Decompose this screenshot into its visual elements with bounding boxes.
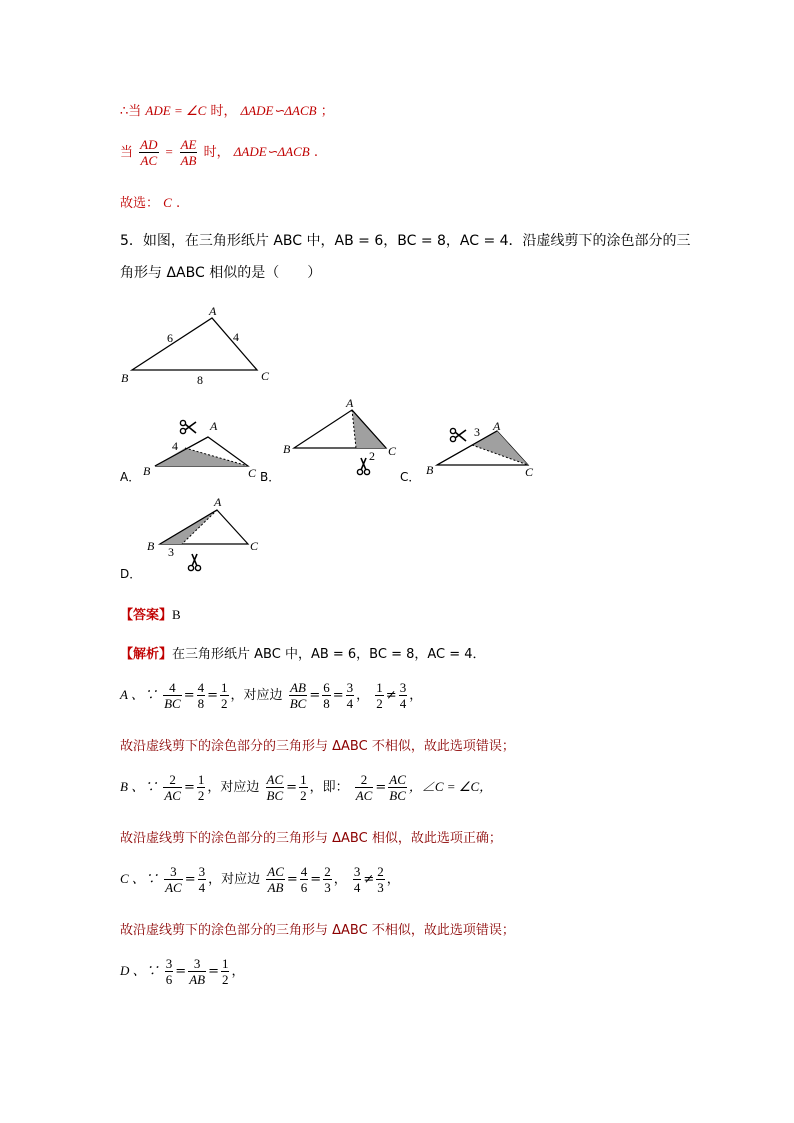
frac-den: 3 bbox=[377, 880, 384, 895]
fraction bbox=[376, 864, 385, 895]
frac-den: AC bbox=[164, 788, 181, 803]
fraction bbox=[221, 956, 230, 987]
equals-sign: = bbox=[164, 144, 174, 159]
analysis-a-end: ， bbox=[409, 688, 423, 703]
analysis-a-label: A 、∵ bbox=[120, 687, 157, 702]
line1-expr: ADE = ∠C bbox=[145, 103, 207, 118]
option-a-shaded-region bbox=[155, 448, 248, 466]
line-choose bbox=[120, 192, 180, 211]
frac-den: BC bbox=[389, 788, 406, 803]
not-equal-sign: ≠ bbox=[385, 688, 397, 703]
frac-den: 6 bbox=[300, 880, 308, 895]
line-condition-ratio bbox=[120, 137, 318, 168]
conclusion-b: 故沿虚线剪下的涂色部分的三角形与 ΔABC 相似，故此选项正确； bbox=[120, 831, 502, 846]
fraction bbox=[188, 956, 206, 987]
fraction bbox=[388, 772, 407, 803]
frac-den: AC bbox=[140, 153, 158, 168]
frac-den: AB bbox=[180, 153, 197, 168]
fraction bbox=[399, 680, 408, 711]
fraction-ad-ac bbox=[139, 137, 158, 168]
line1-end: ； bbox=[320, 104, 334, 119]
frac-den: AC bbox=[165, 880, 182, 895]
analysis-a-formula: A 、∵ $\frac{4}{BC}$ = $\frac{4}{8}$ = $\frac{1}{2}$ ，对应边 $\frac{AB}{BC}$ = $\frac{6}{8}$ = $\frac{3}{4}$ ， $\frac{1}{2}$ ≠ $\frac{3}{4}$ ， bbox=[120, 680, 423, 711]
fraction bbox=[375, 680, 384, 711]
scissors-icon bbox=[357, 458, 369, 475]
frac-num: 1 bbox=[300, 772, 307, 787]
scissors-icon bbox=[180, 420, 196, 433]
choose-end: . bbox=[175, 196, 181, 211]
fraction bbox=[198, 864, 207, 895]
frac-num: 4 bbox=[163, 680, 182, 696]
analysis-c-mid: ，对应边 bbox=[208, 872, 261, 887]
question-5-line2: 角形与 ΔABC 相似的是（ ） bbox=[120, 265, 322, 281]
analysis-b-mid2: ，即： bbox=[309, 780, 349, 795]
vertex-b-label: B bbox=[121, 371, 129, 385]
answer-line bbox=[120, 604, 181, 623]
option-a-label[interactable]: A． bbox=[120, 470, 141, 484]
scissors-icon bbox=[188, 554, 200, 571]
fraction bbox=[300, 864, 309, 895]
option-c-vertex-b: B bbox=[426, 463, 434, 477]
line2-result: ΔADE∽ΔACB bbox=[233, 144, 310, 159]
analysis-c-label: C 、∵ bbox=[120, 871, 158, 886]
analysis-d-label: D 、∵ bbox=[120, 963, 159, 978]
analysis-d-end: ， bbox=[231, 964, 245, 979]
line-condition-angle bbox=[120, 100, 334, 119]
analysis-a-mid: ，对应边 bbox=[230, 688, 283, 703]
option-d-vertex-b: B bbox=[147, 539, 155, 553]
analysis-b-label: B 、∵ bbox=[120, 779, 158, 794]
frac-den: 3 bbox=[324, 880, 331, 895]
fraction bbox=[323, 864, 332, 895]
line1-mid: 时， bbox=[210, 104, 237, 119]
fraction-ae-ab bbox=[180, 137, 198, 168]
line1-prefix: ∴当 bbox=[120, 104, 142, 119]
triangle-outline bbox=[132, 318, 257, 370]
choose-value: C bbox=[163, 195, 172, 210]
frac-den: 4 bbox=[353, 880, 361, 895]
analysis-b-formula: B 、∵ $\frac{2}{AC}$ = $\frac{1}{2}$ ，对应边 $\frac{AC}{BC}$ = $\frac{1}{2}$ ，即： $\frac{2}{AC}$ = $\frac{AC}{BC}$ ，∠C = ∠C， bbox=[120, 772, 493, 803]
option-d-length: 3 bbox=[168, 545, 174, 559]
frac-num: 3 bbox=[399, 680, 407, 695]
analysis-d-formula: D 、∵ $\frac{3}{6}$ = $\frac{3}{AB}$ = $\frac{1}{2}$ ， bbox=[120, 956, 245, 987]
fraction bbox=[165, 956, 174, 987]
option-c-vertex-a: A bbox=[493, 419, 501, 433]
fraction bbox=[164, 864, 183, 895]
fraction bbox=[322, 680, 331, 711]
frac-num: 1 bbox=[197, 772, 205, 787]
frac-den: 4 bbox=[346, 696, 354, 711]
frac-den: 8 bbox=[323, 696, 330, 711]
option-d-edge bbox=[160, 510, 217, 544]
option-b-label[interactable]: B． bbox=[260, 470, 281, 484]
option-a-vertex-c: C bbox=[248, 466, 257, 477]
vertex-c-label: C bbox=[261, 369, 270, 383]
frac-num: 3 bbox=[346, 680, 354, 695]
frac-den: BC bbox=[266, 788, 284, 803]
line2-mid: 时， bbox=[203, 145, 230, 160]
frac-den: 2 bbox=[197, 788, 205, 803]
side-ac-label: 4 bbox=[233, 330, 239, 344]
frac-num: 6 bbox=[323, 680, 330, 695]
frac-num: 2 bbox=[163, 772, 182, 788]
frac-num: AC bbox=[389, 772, 406, 787]
option-c-label[interactable]: C． bbox=[400, 470, 421, 484]
frac-den: 2 bbox=[376, 696, 383, 711]
fraction bbox=[353, 864, 362, 895]
analysis-tag: 【解析】 bbox=[120, 647, 173, 662]
frac-den: 2 bbox=[300, 788, 307, 803]
frac-num: 1 bbox=[221, 956, 229, 971]
fraction bbox=[346, 680, 355, 711]
frac-num: 4 bbox=[197, 680, 205, 695]
frac-num: AB bbox=[290, 680, 306, 695]
analysis-c-end: ， bbox=[386, 872, 400, 887]
line1-result: ΔADE∽ΔACB bbox=[240, 103, 317, 118]
fraction bbox=[299, 772, 308, 803]
scissors-icon bbox=[450, 428, 466, 441]
analysis-c-formula: C 、∵ $\frac{3}{AC}$ = $\frac{3}{4}$ ，对应边 $\frac{AC}{AB}$ = $\frac{4}{6}$ = $\frac{2}{3}$ ， $\frac{3}{4}$ ≠ $\frac{2}{3}$ ， bbox=[120, 864, 400, 895]
frac-den: 6 bbox=[165, 972, 173, 987]
frac-num: 1 bbox=[376, 680, 383, 695]
frac-num: AE bbox=[180, 137, 197, 152]
question-5-line1: 5．如图，在三角形纸片 ABC 中，AB = 6，BC = 8，AC = 4．沿虚线剪下的涂色部分的三 bbox=[120, 233, 691, 249]
conclusion-a: 故沿虚线剪下的涂色部分的三角形与 ΔABC 不相似，故此选项错误； bbox=[120, 739, 515, 754]
option-b-vertex-b: B bbox=[283, 442, 291, 456]
line2-end: . bbox=[313, 145, 319, 160]
frac-num: 2 bbox=[377, 864, 384, 879]
fraction bbox=[163, 772, 182, 803]
frac-den: AC bbox=[355, 788, 373, 803]
option-d-figure[interactable] bbox=[140, 492, 270, 582]
option-d-vertex-a: A bbox=[214, 495, 222, 509]
fraction bbox=[266, 864, 285, 895]
option-c-vertex-c: C bbox=[525, 465, 534, 479]
option-a-figure[interactable] bbox=[140, 415, 265, 477]
frac-num: 2 bbox=[355, 772, 374, 788]
option-a-vertex-b: B bbox=[143, 464, 151, 477]
frac-num: 3 bbox=[188, 956, 206, 972]
option-b-figure[interactable] bbox=[280, 396, 405, 486]
option-d-vertex-c: C bbox=[250, 539, 259, 553]
frac-den: BC bbox=[289, 696, 307, 711]
option-b-vertex-c: C bbox=[388, 444, 397, 458]
frac-num: 2 bbox=[324, 864, 331, 879]
analysis-b-tail: ，∠C = ∠C， bbox=[408, 779, 493, 794]
analysis-line bbox=[120, 643, 486, 662]
fraction bbox=[197, 680, 206, 711]
frac-num: 1 bbox=[221, 680, 228, 695]
vertex-a-label: A bbox=[209, 304, 217, 318]
frac-num: 3 bbox=[353, 864, 361, 879]
frac-num: AD bbox=[140, 137, 158, 152]
answer-value: B bbox=[172, 607, 181, 622]
frac-den: 4 bbox=[198, 880, 206, 895]
option-b-vertex-a: A bbox=[346, 396, 354, 410]
frac-num: 3 bbox=[164, 864, 183, 880]
fraction bbox=[197, 772, 206, 803]
frac-den: 2 bbox=[221, 972, 229, 987]
frac-den: 4 bbox=[399, 696, 407, 711]
frac-den: BC bbox=[164, 696, 181, 711]
frac-num: AC bbox=[266, 772, 284, 787]
frac-den: AB bbox=[267, 880, 284, 895]
frac-num: 4 bbox=[300, 864, 308, 879]
option-c-figure[interactable] bbox=[420, 418, 545, 480]
not-equal-sign: ≠ bbox=[363, 872, 375, 887]
fraction bbox=[220, 680, 229, 711]
analysis-text: 在三角形纸片 ABC 中，AB = 6，BC = 8，AC = 4． bbox=[172, 647, 486, 662]
option-a-length: 4 bbox=[172, 439, 178, 453]
fraction bbox=[289, 680, 308, 711]
frac-den: 2 bbox=[221, 696, 228, 711]
frac-den: 8 bbox=[197, 696, 205, 711]
line2-prefix: 当 bbox=[120, 145, 134, 160]
frac-num: AC bbox=[267, 864, 284, 879]
analysis-b-mid: ，对应边 bbox=[207, 780, 260, 795]
conclusion-c: 故沿虚线剪下的涂色部分的三角形与 ΔABC 不相似，故此选项错误； bbox=[120, 923, 515, 938]
answer-tag: 【答案】 bbox=[120, 608, 173, 623]
option-a-vertex-a: A bbox=[210, 419, 218, 433]
frac-den: AB bbox=[189, 972, 206, 987]
figure-triangle-abc bbox=[115, 300, 285, 390]
fraction bbox=[163, 680, 182, 711]
option-d-label[interactable]: D． bbox=[120, 567, 142, 581]
side-bc-label: 8 bbox=[197, 373, 203, 387]
fraction bbox=[355, 772, 374, 803]
fraction bbox=[266, 772, 285, 803]
side-ab-label: 6 bbox=[167, 331, 173, 345]
frac-num: 3 bbox=[198, 864, 206, 879]
option-c-length: 3 bbox=[474, 425, 480, 439]
choose-label: 故选： bbox=[120, 196, 160, 211]
frac-num: 3 bbox=[165, 956, 173, 971]
option-b-length: 2 bbox=[369, 449, 375, 463]
